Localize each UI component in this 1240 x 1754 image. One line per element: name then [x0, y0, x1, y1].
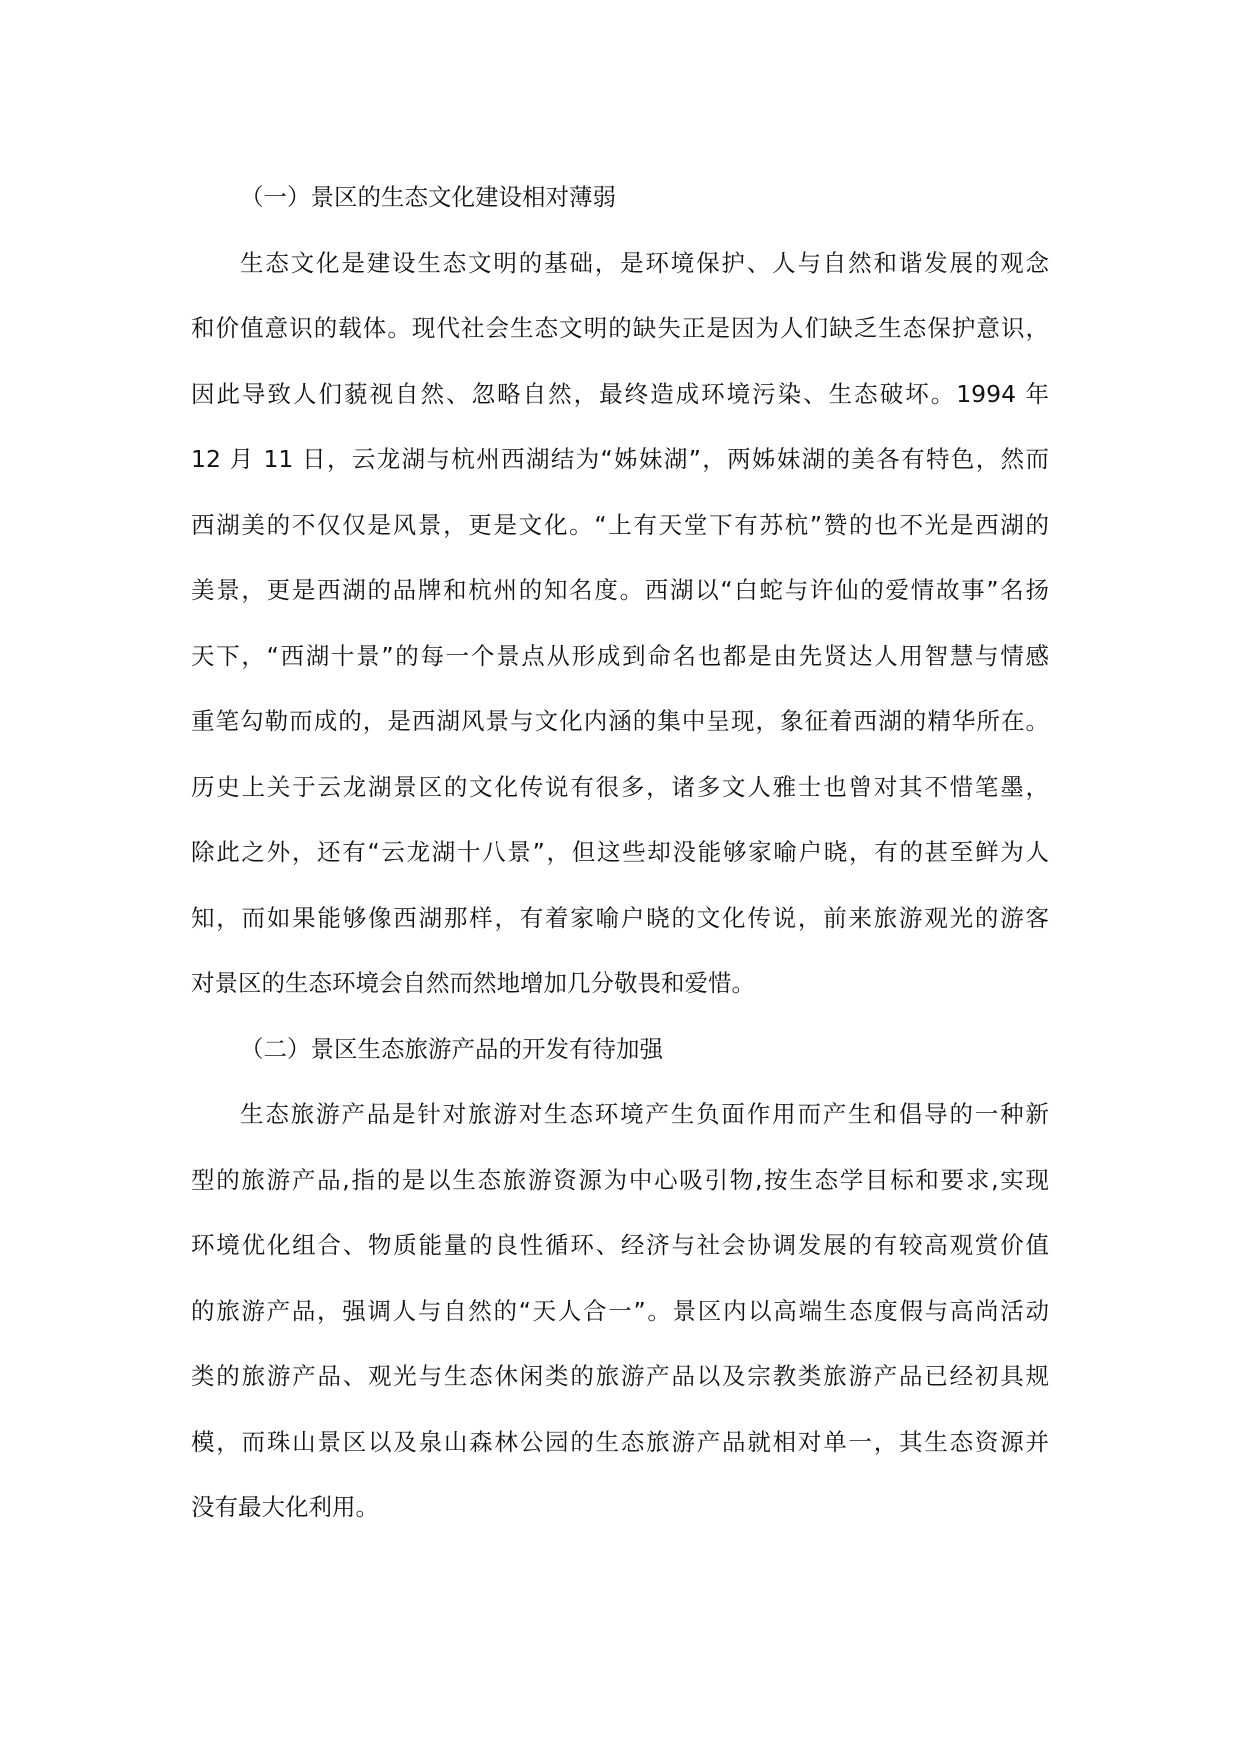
paragraph-line: 除此之外，还有“云龙湖十八景”，但这些却没能够家喻户晓，有的甚至鲜为人 — [191, 838, 1049, 866]
paragraph-line: 历史上关于云龙湖景区的文化传说有很多，诸多文人雅士也曾对其不惜笔墨， — [191, 772, 1049, 801]
paragraph-line: 环境优化组合、物质能量的良性循环、经济与社会协调发展的有较高观赏价值 — [191, 1231, 1049, 1259]
paragraph-line: 对景区的生态环境会自然而然地增加几分敬畏和爱惜。 — [191, 969, 755, 997]
paragraph-line: 型的旅游产品,指的是以生态旅游资源为中心吸引物,按生态学目标和要求,实现 — [191, 1165, 1049, 1194]
paragraph-line: 没有最大化利用。 — [191, 1493, 379, 1521]
paragraph-line: 天下，“西湖十景”的每一个景点从形成到命名也都是由先贤达人用智慧与情感 — [191, 641, 1049, 670]
paragraph-line: 知，而如果能够像西湖那样，有着家喻户晓的文化传说，前来旅游观光的游客 — [191, 903, 1049, 932]
paragraph-line: 12 月 11 日，云龙湖与杭州西湖结为“姊妹湖”，两姊妹湖的美各有特色，然而 — [191, 445, 1049, 473]
paragraph-line: 和价值意识的载体。现代社会生态文明的缺失正是因为人们缺乏生态保护意识， — [191, 314, 1049, 342]
section-heading: （一）景区的生态文化建设相对薄弱 — [240, 183, 616, 211]
paragraph-line: 类的旅游产品、观光与生态休闲类的旅游产品以及宗教类旅游产品已经初具规 — [191, 1362, 1049, 1390]
paragraph-line: 生态旅游产品是针对旅游对生态环境产生负面作用而产生和倡导的一种新 — [240, 1100, 1049, 1128]
section-heading: （二）景区生态旅游产品的开发有待加强 — [240, 1034, 663, 1063]
paragraph-line: 美景，更是西湖的品牌和杭州的知名度。西湖以“白蛇与许仙的爱情故事”名扬 — [191, 576, 1049, 604]
paragraph-line: 的旅游产品，强调人与自然的“天人合一”。景区内以高端生态度假与高尚活动 — [191, 1296, 1049, 1325]
document-body — [191, 165, 1049, 1541]
paragraph-line: 模，而珠山景区以及泉山森林公园的生态旅游产品就相对单一，其生态资源并 — [191, 1427, 1049, 1456]
paragraph-line: 重笔勾勒而成的，是西湖风景与文化内涵的集中呈现，象征着西湖的精华所在。 — [191, 707, 1049, 735]
paragraph-line: 生态文化是建设生态文明的基础，是环境保护、人与自然和谐发展的观念 — [240, 248, 1049, 277]
paragraph-line: 西湖美的不仅仅是风景，更是文化。“上有天堂下有苏杭”赞的也不光是西湖的 — [191, 510, 1049, 539]
paragraph-line: 因此导致人们藐视自然、忽略自然，最终造成环境污染、生态破坏。1994 年 — [191, 379, 1049, 408]
